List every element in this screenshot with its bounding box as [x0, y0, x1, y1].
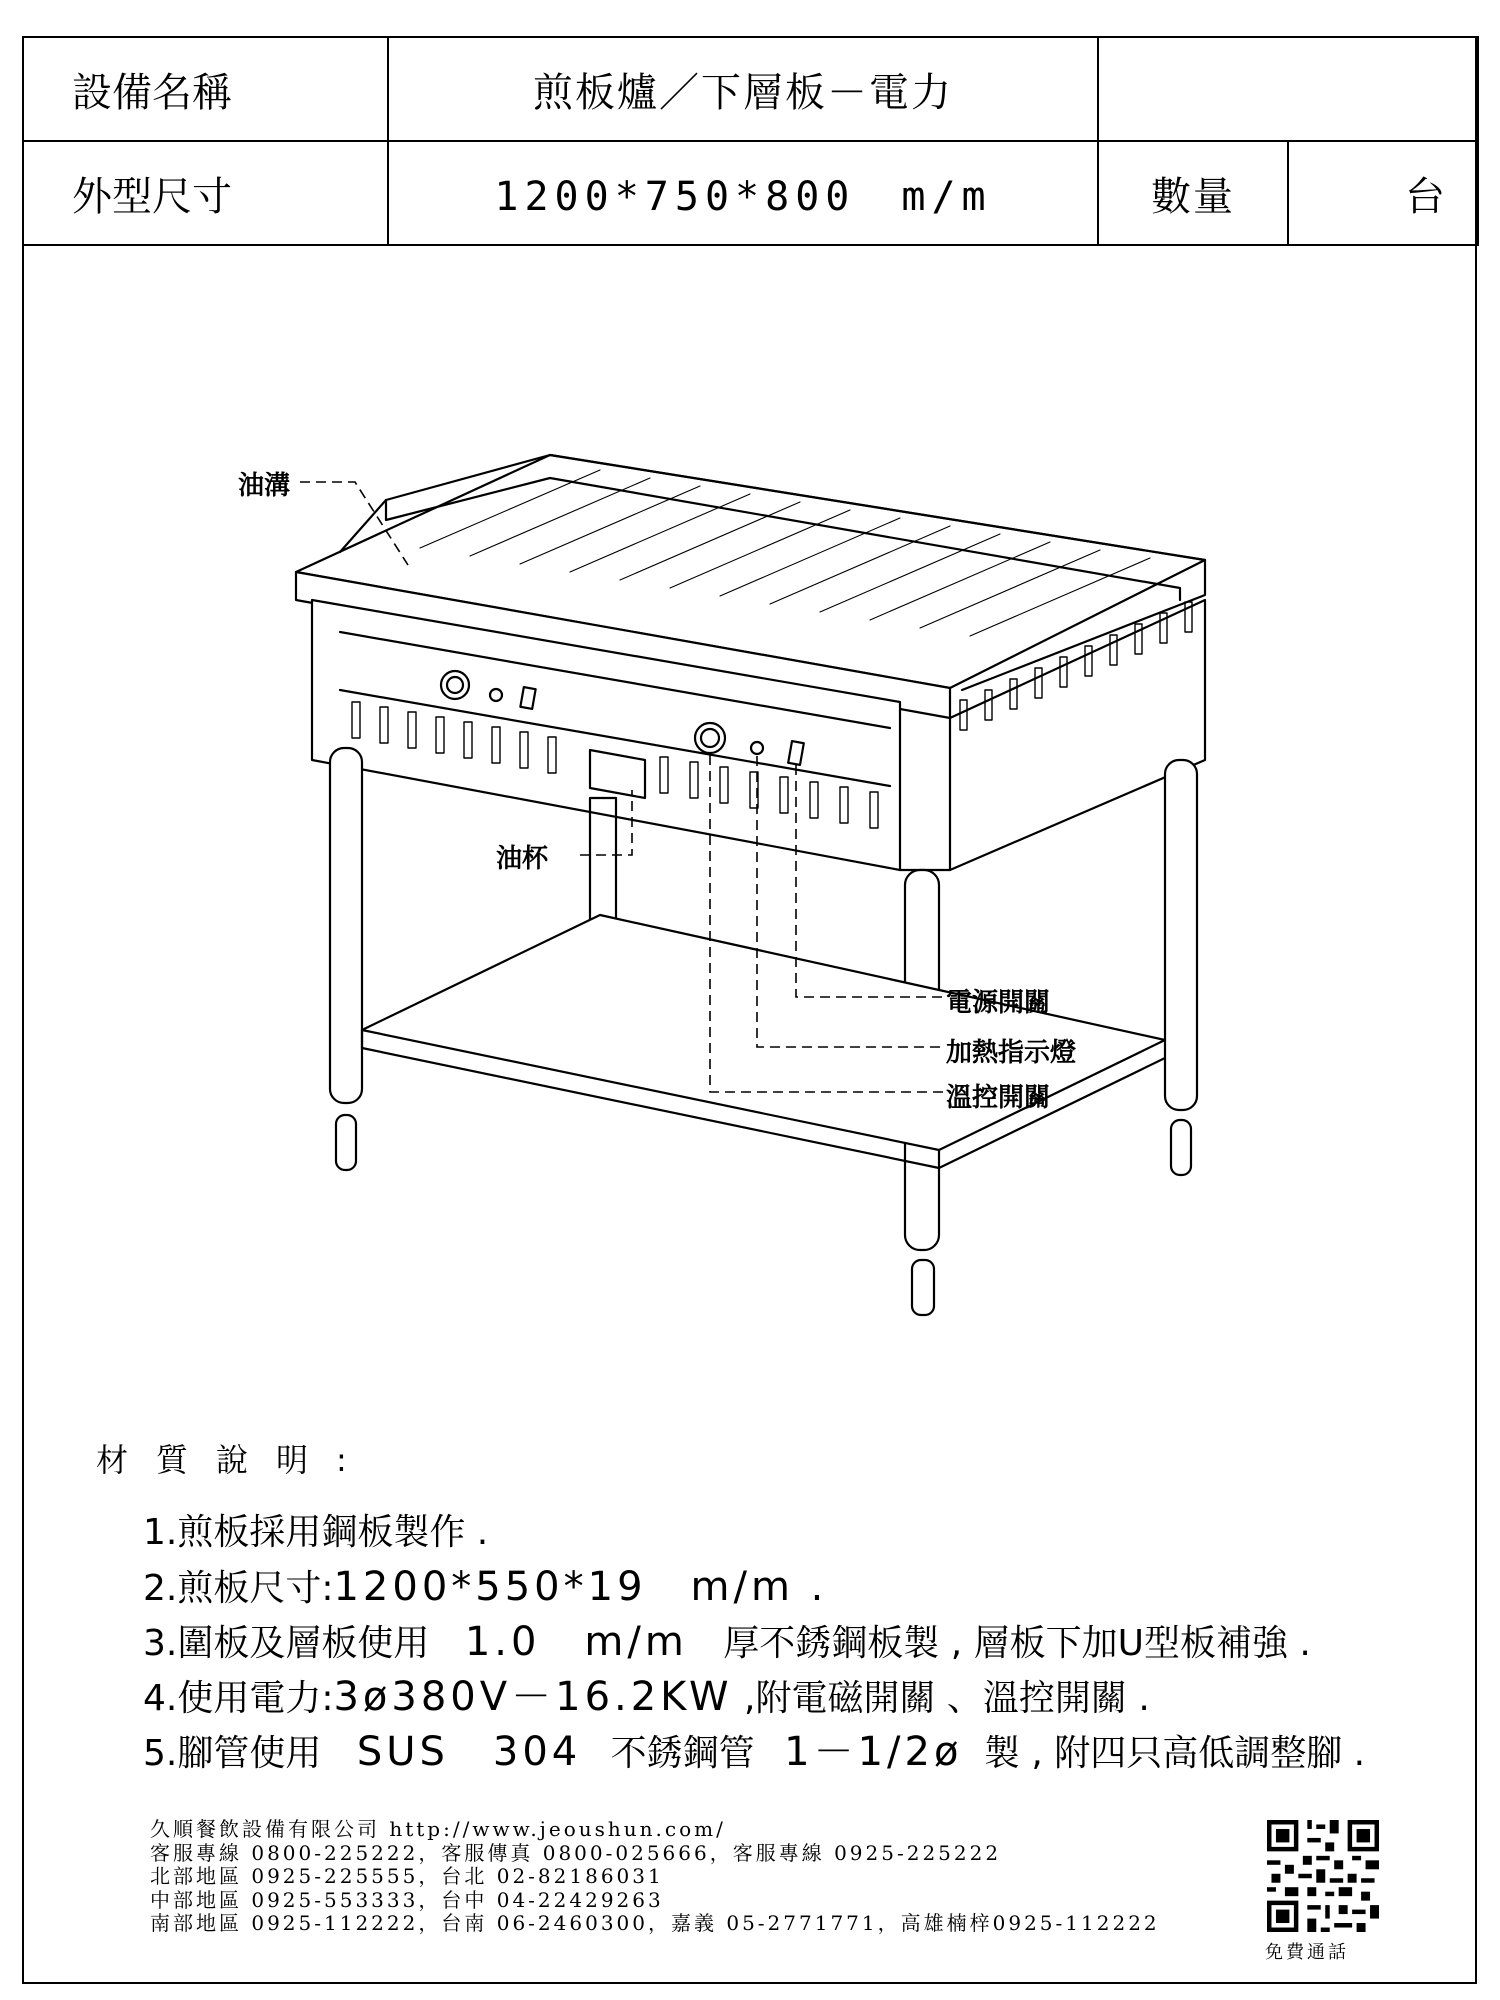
- materials-item-5-mid: 不銹鋼管: [610, 1733, 755, 1774]
- callout-oil-cup: 油杯: [496, 844, 549, 874]
- materials-heading: 材質說明:: [96, 1441, 375, 1479]
- materials-item-2-prefix: 2.煎板尺寸:: [143, 1568, 334, 1609]
- equipment-name-value: 煎板爐／下層板－電力: [388, 37, 1098, 141]
- qr-code-icon: [1267, 1820, 1379, 1932]
- materials-item-2-value: 1200*550*19 m/m .: [333, 1564, 828, 1610]
- materials-item-4-prefix: 4.使用電力:: [143, 1678, 334, 1719]
- materials-list: [143, 1505, 1365, 1780]
- materials-item-4: [143, 1670, 1365, 1725]
- dimensions-label: 外型尺寸: [23, 141, 388, 245]
- materials-item-3-value: 1.0 m/m: [464, 1619, 688, 1665]
- materials-item-1-text: 1.煎板採用鋼板製作 .: [143, 1512, 489, 1553]
- callout-heat-indicator: 加熱指示燈: [946, 1038, 1077, 1068]
- dimensions-value: 1200*750*800 m/m: [388, 141, 1098, 245]
- qr-caption: 免費通話: [1265, 1942, 1349, 1963]
- footer-company-line: 久順餐飲設備有限公司 http://www.jeoushun.com/: [150, 1817, 726, 1841]
- materials-item-5-value2: 1－1/2ø: [784, 1729, 963, 1775]
- materials-item-1: [143, 1505, 1365, 1560]
- company-footer: [150, 1818, 1160, 1936]
- materials-item-4-suffix: ,附電磁開關 、溫控開關 .: [744, 1678, 1150, 1719]
- materials-item-5-value: SUS 304: [356, 1729, 582, 1775]
- materials-item-3: [143, 1615, 1365, 1670]
- materials-item-5-suffix: 製 , 附四只高低調整腳 .: [983, 1733, 1366, 1774]
- callout-power-switch: 電源開關: [946, 988, 1051, 1018]
- callout-temp-switch: 溫控開關: [946, 1083, 1051, 1113]
- materials-item-2: [143, 1560, 1365, 1615]
- footer-central-line: 中部地區 0925-553333，台中 04-22429263: [150, 1887, 664, 1912]
- equipment-name-label: 設備名稱: [23, 37, 388, 141]
- quantity-label: 數量: [1098, 141, 1288, 245]
- materials-item-3-prefix: 3.圍板及層板使用: [143, 1623, 430, 1664]
- quantity-unit: 台: [1288, 141, 1478, 245]
- materials-item-3-suffix: 厚不銹鋼板製 , 層板下加U型板補強 .: [723, 1623, 1311, 1664]
- materials-item-5-prefix: 5.腳管使用: [143, 1733, 322, 1774]
- materials-item-4-value: 3ø380V－16.2KW: [333, 1674, 733, 1720]
- callout-oil-groove: 油溝: [238, 471, 291, 501]
- footer-north-line: 北部地區 0925-225555，台北 02-82186031: [150, 1864, 664, 1888]
- footer-service-line: 客服專線 0800-225222，客服傳真 0800-025666，客服專線 0925-225222: [150, 1840, 1002, 1865]
- materials-item-5: [143, 1725, 1365, 1780]
- footer-south-line: 南部地區 0925-112222，台南 06-2460300，嘉義 05-2771771，高雄楠梓0925-112222: [150, 1911, 1160, 1935]
